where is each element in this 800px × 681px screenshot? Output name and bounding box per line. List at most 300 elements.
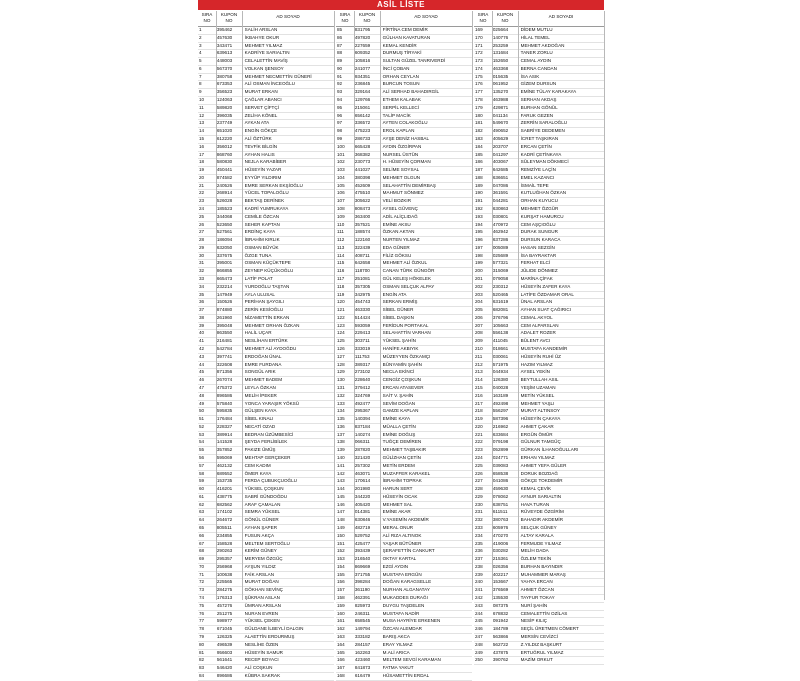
row-no: 117 xyxy=(337,276,345,281)
row-name: YÜCEL TOPALOĞLU xyxy=(244,190,289,196)
list-row xyxy=(474,354,604,362)
row-name: GÖKÇE TOKDEMİR xyxy=(520,478,563,484)
row-kupon: 100638 xyxy=(216,571,233,577)
row-name: YAHYA ERCAN xyxy=(520,579,553,585)
row-kupon: 805511 xyxy=(216,525,232,530)
row-name: DUYGU TAŞDELEN xyxy=(382,602,425,608)
list-row xyxy=(474,89,604,97)
row-name: İSMAİL TEPE xyxy=(520,182,549,188)
row-name: KADRİYE SARIALTIN xyxy=(244,50,290,56)
list-row xyxy=(474,81,604,89)
list-row xyxy=(198,665,334,673)
row-name: CEMAL AKYOL xyxy=(520,314,553,320)
row-name: ALİ ÖZTÜRK xyxy=(244,135,272,141)
row-kupon: 438775 xyxy=(216,493,233,499)
list-row xyxy=(474,268,604,276)
row-name: ŞEYDA FERLİBİLEK xyxy=(244,439,288,445)
row-kupon: 227659 xyxy=(354,42,371,48)
row-kupon: 671045 xyxy=(216,626,233,632)
list-row xyxy=(474,97,604,105)
list-row xyxy=(336,509,472,517)
list-row xyxy=(336,175,472,183)
row-kupon: 562722 xyxy=(492,641,509,647)
row-kupon: 463368 xyxy=(492,65,509,71)
row-kupon: 808473 xyxy=(354,205,371,211)
row-kupon: 470972 xyxy=(492,221,509,227)
row-no: 106 xyxy=(337,190,345,196)
list-row xyxy=(336,35,472,43)
row-kupon: 376796 xyxy=(492,314,509,320)
row-kupon: 450441 xyxy=(216,167,233,173)
row-kupon: 448003 xyxy=(216,58,233,64)
row-no: 5 xyxy=(199,58,202,64)
row-name: GÜLŞEN KAYA xyxy=(244,408,277,414)
row-name: NURTEN YILMAZ xyxy=(382,237,420,243)
row-kupon: 475372 xyxy=(216,384,233,390)
row-name: KURŞAT HAMURCU xyxy=(520,213,564,219)
row-no: 160 xyxy=(337,610,345,616)
list-row xyxy=(474,253,604,261)
list-row xyxy=(474,190,604,198)
row-name: SİBEL DAŞKIN xyxy=(382,314,414,320)
row-no: 80 xyxy=(199,641,205,647)
row-name: SULTAN GÜZEL TANRIVERDİ xyxy=(382,58,446,64)
column-divider xyxy=(380,11,381,600)
list-row xyxy=(474,260,604,268)
row-name: MEHMET ALİ AYDOĞDU xyxy=(244,346,297,352)
row-kupon: 315069 xyxy=(492,268,509,274)
list-row xyxy=(474,471,604,479)
row-no: 78 xyxy=(199,626,205,632)
row-kupon: 251081 xyxy=(354,276,371,281)
row-kupon: 363400 xyxy=(354,213,371,219)
row-name: İBRAHİM KIRLIK xyxy=(244,237,280,243)
row-kupon: 490652 xyxy=(492,128,509,134)
row-name: ALAETTİN ERDURMUŞ xyxy=(244,633,295,639)
row-kupon: 135530 xyxy=(492,595,509,601)
row-no: 163 xyxy=(337,633,345,639)
row-name: SÜLEYMAN DÖKMECİ xyxy=(520,159,569,165)
row-name: ALİ COŞKUN xyxy=(244,665,273,671)
row-kupon: 689552 xyxy=(216,470,233,476)
row-kupon: 380758 xyxy=(216,73,233,79)
list-row xyxy=(198,432,334,440)
row-name: CENGİZ ÇOŞKUN xyxy=(382,377,421,383)
row-kupon: 612220 xyxy=(216,135,233,141)
list-row xyxy=(336,377,472,385)
list-row xyxy=(198,35,334,43)
row-name: ERDİNÇ KAYA xyxy=(244,229,276,235)
row-kupon: 529752 xyxy=(354,532,371,538)
row-kupon: 230773 xyxy=(354,159,371,165)
row-no: 138 xyxy=(337,439,345,445)
row-name: AYŞUN YILDIZ xyxy=(244,563,276,569)
row-kupon: 129766 xyxy=(354,97,371,103)
row-no: 2 xyxy=(199,34,202,40)
row-name: FİRTİNA CEM DEMİR xyxy=(382,27,428,32)
row-kupon: 549670 xyxy=(492,120,509,126)
row-no: 161 xyxy=(337,618,345,624)
row-name: AYNUR SARIALTIN xyxy=(520,493,562,499)
row-kupon: 232214 xyxy=(216,283,233,289)
row-name: CELALETTİN MAVİŞ xyxy=(244,58,288,64)
list-row xyxy=(198,120,334,128)
row-kupon: 520465 xyxy=(492,291,509,297)
row-no: 128 xyxy=(337,361,345,367)
row-no: 103 xyxy=(337,167,345,173)
list-row xyxy=(198,642,334,650)
row-name: GÜL KELEŞ HÖKELEK xyxy=(382,276,432,281)
row-kupon: 651020 xyxy=(216,128,233,134)
list-row xyxy=(336,346,472,354)
row-kupon: 188574 xyxy=(354,229,371,235)
list-row xyxy=(198,237,334,245)
row-kupon: 514424 xyxy=(354,314,371,320)
row-kupon: 389914 xyxy=(216,431,233,437)
list-row xyxy=(336,144,472,152)
row-no: 210 xyxy=(475,346,483,352)
row-name: İNCİ ÇOBAN xyxy=(382,65,410,71)
row-no: 35 xyxy=(199,291,205,297)
row-kupon: 637286 xyxy=(492,237,509,243)
row-name: RECEP BOYACI xyxy=(244,657,279,663)
list-row xyxy=(474,229,604,237)
row-name: EMİNE DOĞUŞ xyxy=(382,431,416,437)
row-name: EMRE FURDANA xyxy=(244,361,282,367)
row-kupon: 463330 xyxy=(354,307,371,313)
list-column-1 xyxy=(198,11,334,681)
row-name: KÜBRA SAKRAK xyxy=(244,672,281,678)
row-no: 38 xyxy=(199,314,205,320)
row-no: 75 xyxy=(199,602,205,608)
row-kupon: 475223 xyxy=(354,128,371,134)
row-kupon: 871356 xyxy=(216,369,233,375)
row-name: SİBEL KINALI xyxy=(244,416,274,422)
row-name: MURAT ALTINSOY xyxy=(520,408,560,414)
row-name: MERSİN CEVİZCİ xyxy=(520,633,558,639)
list-row xyxy=(336,665,472,673)
row-name: BURHAN GÖNÜL xyxy=(520,104,558,110)
row-no: 236 xyxy=(475,548,483,554)
list-row xyxy=(474,432,604,440)
header-kupon: KUPON NO xyxy=(496,12,514,23)
row-no: 233 xyxy=(475,525,483,530)
row-name: MEHMET BADEM xyxy=(244,377,283,383)
row-name: MEHMET ORHAN ÖZKAN xyxy=(244,322,300,328)
row-no: 176 xyxy=(475,81,483,87)
row-name: ENGİN GÖKÇE xyxy=(244,128,278,134)
list-row xyxy=(336,89,472,97)
list-row xyxy=(336,97,472,105)
row-name: BÜLENT AVCI xyxy=(520,338,551,344)
row-no: 142 xyxy=(337,470,345,476)
header-no: SIRA NO xyxy=(477,12,489,23)
row-kupon: 287820 xyxy=(354,447,371,453)
row-kupon: 201980 xyxy=(354,486,371,492)
row-no: 71 xyxy=(199,571,205,577)
row-name: YURDOĞLU TAŞTAN xyxy=(244,283,290,289)
row-kupon: 361190 xyxy=(354,587,370,593)
list-row xyxy=(198,455,334,463)
list-row xyxy=(336,253,472,261)
row-name: NURSEL ÜSTÜN xyxy=(382,151,419,157)
list-row xyxy=(198,424,334,432)
row-kupon: 333019 xyxy=(354,346,371,352)
row-no: 130 xyxy=(337,377,345,383)
list-row xyxy=(198,626,334,634)
row-name: SEÇİL ÜRETMEN CÖMERT xyxy=(520,626,579,632)
row-no: 95 xyxy=(337,104,343,110)
row-name: YÜKSEL ÇEKEN xyxy=(244,618,280,624)
row-kupon: 395048 xyxy=(216,322,233,328)
row-name: HARUN SERT xyxy=(382,486,413,492)
list-row xyxy=(336,517,472,525)
list-row xyxy=(198,401,334,409)
list-row xyxy=(198,330,334,338)
row-kupon: 091942 xyxy=(492,618,509,624)
row-name: FARUK GEZEN xyxy=(520,112,554,118)
row-name: ERHAN YILMAZ xyxy=(520,454,555,460)
row-name: PERİHAN ŞAYGILI xyxy=(244,299,284,305)
row-name: MAHMUT SÖNMEZ xyxy=(382,190,424,196)
row-no: 55 xyxy=(199,447,205,453)
list-row xyxy=(198,222,334,230)
list-row xyxy=(474,276,604,284)
list-row xyxy=(474,105,604,113)
row-no: 157 xyxy=(337,587,345,593)
row-kupon: 405420 xyxy=(354,501,371,507)
list-row xyxy=(336,533,472,541)
row-kupon: 229413 xyxy=(354,330,371,336)
row-kupon: 215061 xyxy=(354,104,371,110)
row-name: CEM ALPARSLAN xyxy=(520,322,559,328)
row-kupon: 162263 xyxy=(354,649,371,655)
row-no: 244 xyxy=(475,610,483,616)
row-kupon: 357852 xyxy=(216,447,233,453)
list-row xyxy=(474,463,604,471)
list-row xyxy=(474,377,604,385)
list-row xyxy=(474,330,604,338)
row-name: CEM KADIM xyxy=(244,462,271,468)
row-no: 201 xyxy=(475,276,483,281)
row-kupon: 030061 xyxy=(492,353,509,359)
row-kupon: 587396 xyxy=(492,416,509,422)
row-name: SELİME SOYSAL xyxy=(382,167,420,173)
row-name: MUHAMMER MARAŞ xyxy=(520,571,566,577)
row-no: 81 xyxy=(199,649,205,655)
row-kupon: 105816 xyxy=(354,58,371,64)
row-no: 174 xyxy=(475,65,483,71)
list-row xyxy=(198,299,334,307)
list-row xyxy=(198,175,334,183)
row-name: MEHMET AKDOĞAN xyxy=(520,42,565,48)
row-no: 61 xyxy=(199,493,205,499)
list-row xyxy=(198,618,334,626)
row-no: 120 xyxy=(337,299,345,305)
list-column-3 xyxy=(474,11,604,665)
row-kupon: 470270 xyxy=(492,532,509,538)
row-name: ZERRİN SARALOĞLU xyxy=(520,120,568,126)
row-name: NESLİHE ÖZEN xyxy=(244,641,279,647)
row-name: BÜNYAMİN ŞAHİN xyxy=(382,361,422,367)
list-row xyxy=(198,486,334,494)
row-kupon: 639613 xyxy=(216,50,233,56)
row-name: CANAN TÜRK GÜNGÖR xyxy=(382,268,435,274)
list-row xyxy=(336,408,472,416)
row-no: 89 xyxy=(337,58,343,64)
row-kupon: 357521 xyxy=(354,221,371,227)
list-row xyxy=(474,486,604,494)
list-row xyxy=(198,338,334,346)
row-no: 27 xyxy=(199,229,205,235)
row-kupon: 122160 xyxy=(354,237,371,243)
row-no: 214 xyxy=(475,377,483,383)
row-name: BURCUN TOSUN xyxy=(382,81,420,87)
row-no: 31 xyxy=(199,260,205,266)
row-name: TUĞÇE DEMİREN xyxy=(382,439,422,445)
list-row xyxy=(336,245,472,253)
row-no: 126 xyxy=(337,346,345,352)
row-name: AYSEL GÜVENÇ xyxy=(382,205,418,211)
row-name: FUSUN AKÇA xyxy=(244,532,275,538)
list-row xyxy=(336,66,472,74)
list-row xyxy=(336,152,472,160)
list-row xyxy=(474,642,604,650)
row-name: M.ALİ ARICA xyxy=(382,649,410,655)
row-no: 37 xyxy=(199,307,205,313)
row-no: 36 xyxy=(199,299,205,305)
row-kupon: 482719 xyxy=(354,525,371,530)
row-name: SERVET ÇİFTÇİ xyxy=(244,104,279,110)
row-kupon: 030282 xyxy=(492,548,509,554)
row-no: 230 xyxy=(475,501,483,507)
row-name: JÜLIDE DÖNMEZ xyxy=(520,268,558,274)
list-row xyxy=(336,120,472,128)
row-name: PAKIZE ÜMÜŞ xyxy=(244,447,276,453)
row-name: GÜLDANE İLBEYLİ DALGIN xyxy=(244,626,304,632)
row-kupon: 874880 xyxy=(216,307,233,313)
list-row xyxy=(198,307,334,315)
list-row xyxy=(336,579,472,587)
row-name: DORUK BOZDAĞ xyxy=(520,470,558,476)
row-kupon: 463988 xyxy=(492,97,509,103)
row-name: MEHTAP GERÇEKER xyxy=(244,454,291,460)
row-kupon: 575840 xyxy=(216,400,233,406)
row-name: FERMUDE YILMAZ xyxy=(520,540,562,546)
list-row xyxy=(474,237,604,245)
row-name: HİLAL TEMEL xyxy=(520,34,550,40)
list-row xyxy=(198,268,334,276)
row-no: 96 xyxy=(337,112,343,118)
row-kupon: 163189 xyxy=(492,392,509,398)
row-name: SELAHATTİN DEMİRBAŞ xyxy=(382,182,436,188)
row-name: SİBEL GÜNER xyxy=(382,307,414,313)
row-no: 82 xyxy=(199,657,205,663)
row-name: MELİH İPEKER xyxy=(244,392,277,398)
row-name: AYŞE DENİZ HASBAL xyxy=(382,135,430,141)
list-row xyxy=(474,35,604,43)
row-kupon: 403067 xyxy=(492,159,509,165)
list-row xyxy=(474,198,604,206)
list-row xyxy=(474,292,604,300)
row-no: 66 xyxy=(199,532,205,538)
list-row xyxy=(474,439,604,447)
list-row xyxy=(198,136,334,144)
row-kupon: 284157 xyxy=(354,641,371,647)
list-row xyxy=(198,245,334,253)
row-no: 122 xyxy=(337,314,345,320)
row-kupon: 896586 xyxy=(216,392,233,398)
list-row xyxy=(198,541,334,549)
list-row xyxy=(198,439,334,447)
list-row xyxy=(198,533,334,541)
row-no: 224 xyxy=(475,454,483,460)
row-no: 171 xyxy=(475,42,483,48)
row-no: 112 xyxy=(337,237,345,243)
list-row xyxy=(336,369,472,377)
column-divider xyxy=(604,11,605,600)
row-name: EYYÜP YILDIRIM xyxy=(244,174,282,180)
list-row xyxy=(336,618,472,626)
list-row xyxy=(336,502,472,510)
row-kupon: 630863 xyxy=(492,205,509,211)
row-kupon: 273102 xyxy=(354,369,371,375)
list-row xyxy=(336,237,472,245)
row-no: 83 xyxy=(199,665,205,671)
row-no: 219 xyxy=(475,416,483,422)
row-no: 156 xyxy=(337,579,345,585)
list-row xyxy=(336,74,472,82)
list-row xyxy=(198,502,334,510)
list-title: ASİL LİSTE xyxy=(198,0,604,10)
row-no: 139 xyxy=(337,447,345,453)
list-row xyxy=(474,362,604,370)
row-name: MUSTAFA NADİR xyxy=(382,610,420,616)
row-no: 28 xyxy=(199,237,205,243)
row-name: CEMİLE ÖZCAN xyxy=(244,213,280,219)
row-kupon: 052899 xyxy=(492,447,509,453)
list-row xyxy=(336,198,472,206)
row-name: NESİP KILIÇ xyxy=(520,618,548,624)
row-no: 76 xyxy=(199,610,205,616)
row-kupon: 454743 xyxy=(354,299,371,305)
row-name: MUKADDES DURAĞI xyxy=(382,595,428,601)
list-row xyxy=(336,463,472,471)
row-kupon: 633684 xyxy=(492,431,509,437)
row-name: HASAN SEZGİN xyxy=(520,244,555,250)
list-row xyxy=(198,556,334,564)
list-row xyxy=(198,509,334,517)
row-kupon: 656142 xyxy=(354,112,371,118)
row-no: 164 xyxy=(337,641,345,647)
row-name: SERKAN ERMİŞ xyxy=(382,299,418,305)
row-kupon: 368382 xyxy=(354,151,371,157)
row-no: 13 xyxy=(199,120,205,126)
row-kupon: 896686 xyxy=(216,672,233,678)
row-kupon: 303711 xyxy=(354,338,370,344)
row-no: 114 xyxy=(337,252,345,258)
row-no: 186 xyxy=(475,159,483,165)
row-no: 8 xyxy=(199,81,202,87)
row-no: 21 xyxy=(199,182,205,188)
list-row xyxy=(474,502,604,510)
list-row xyxy=(198,253,334,261)
row-kupon: 324769 xyxy=(354,392,371,398)
row-name: TEVFİK BİLGİN xyxy=(244,143,278,149)
row-name: ERAY YILMAZ xyxy=(382,641,413,647)
row-no: 48 xyxy=(199,392,205,398)
list-row xyxy=(336,494,472,502)
